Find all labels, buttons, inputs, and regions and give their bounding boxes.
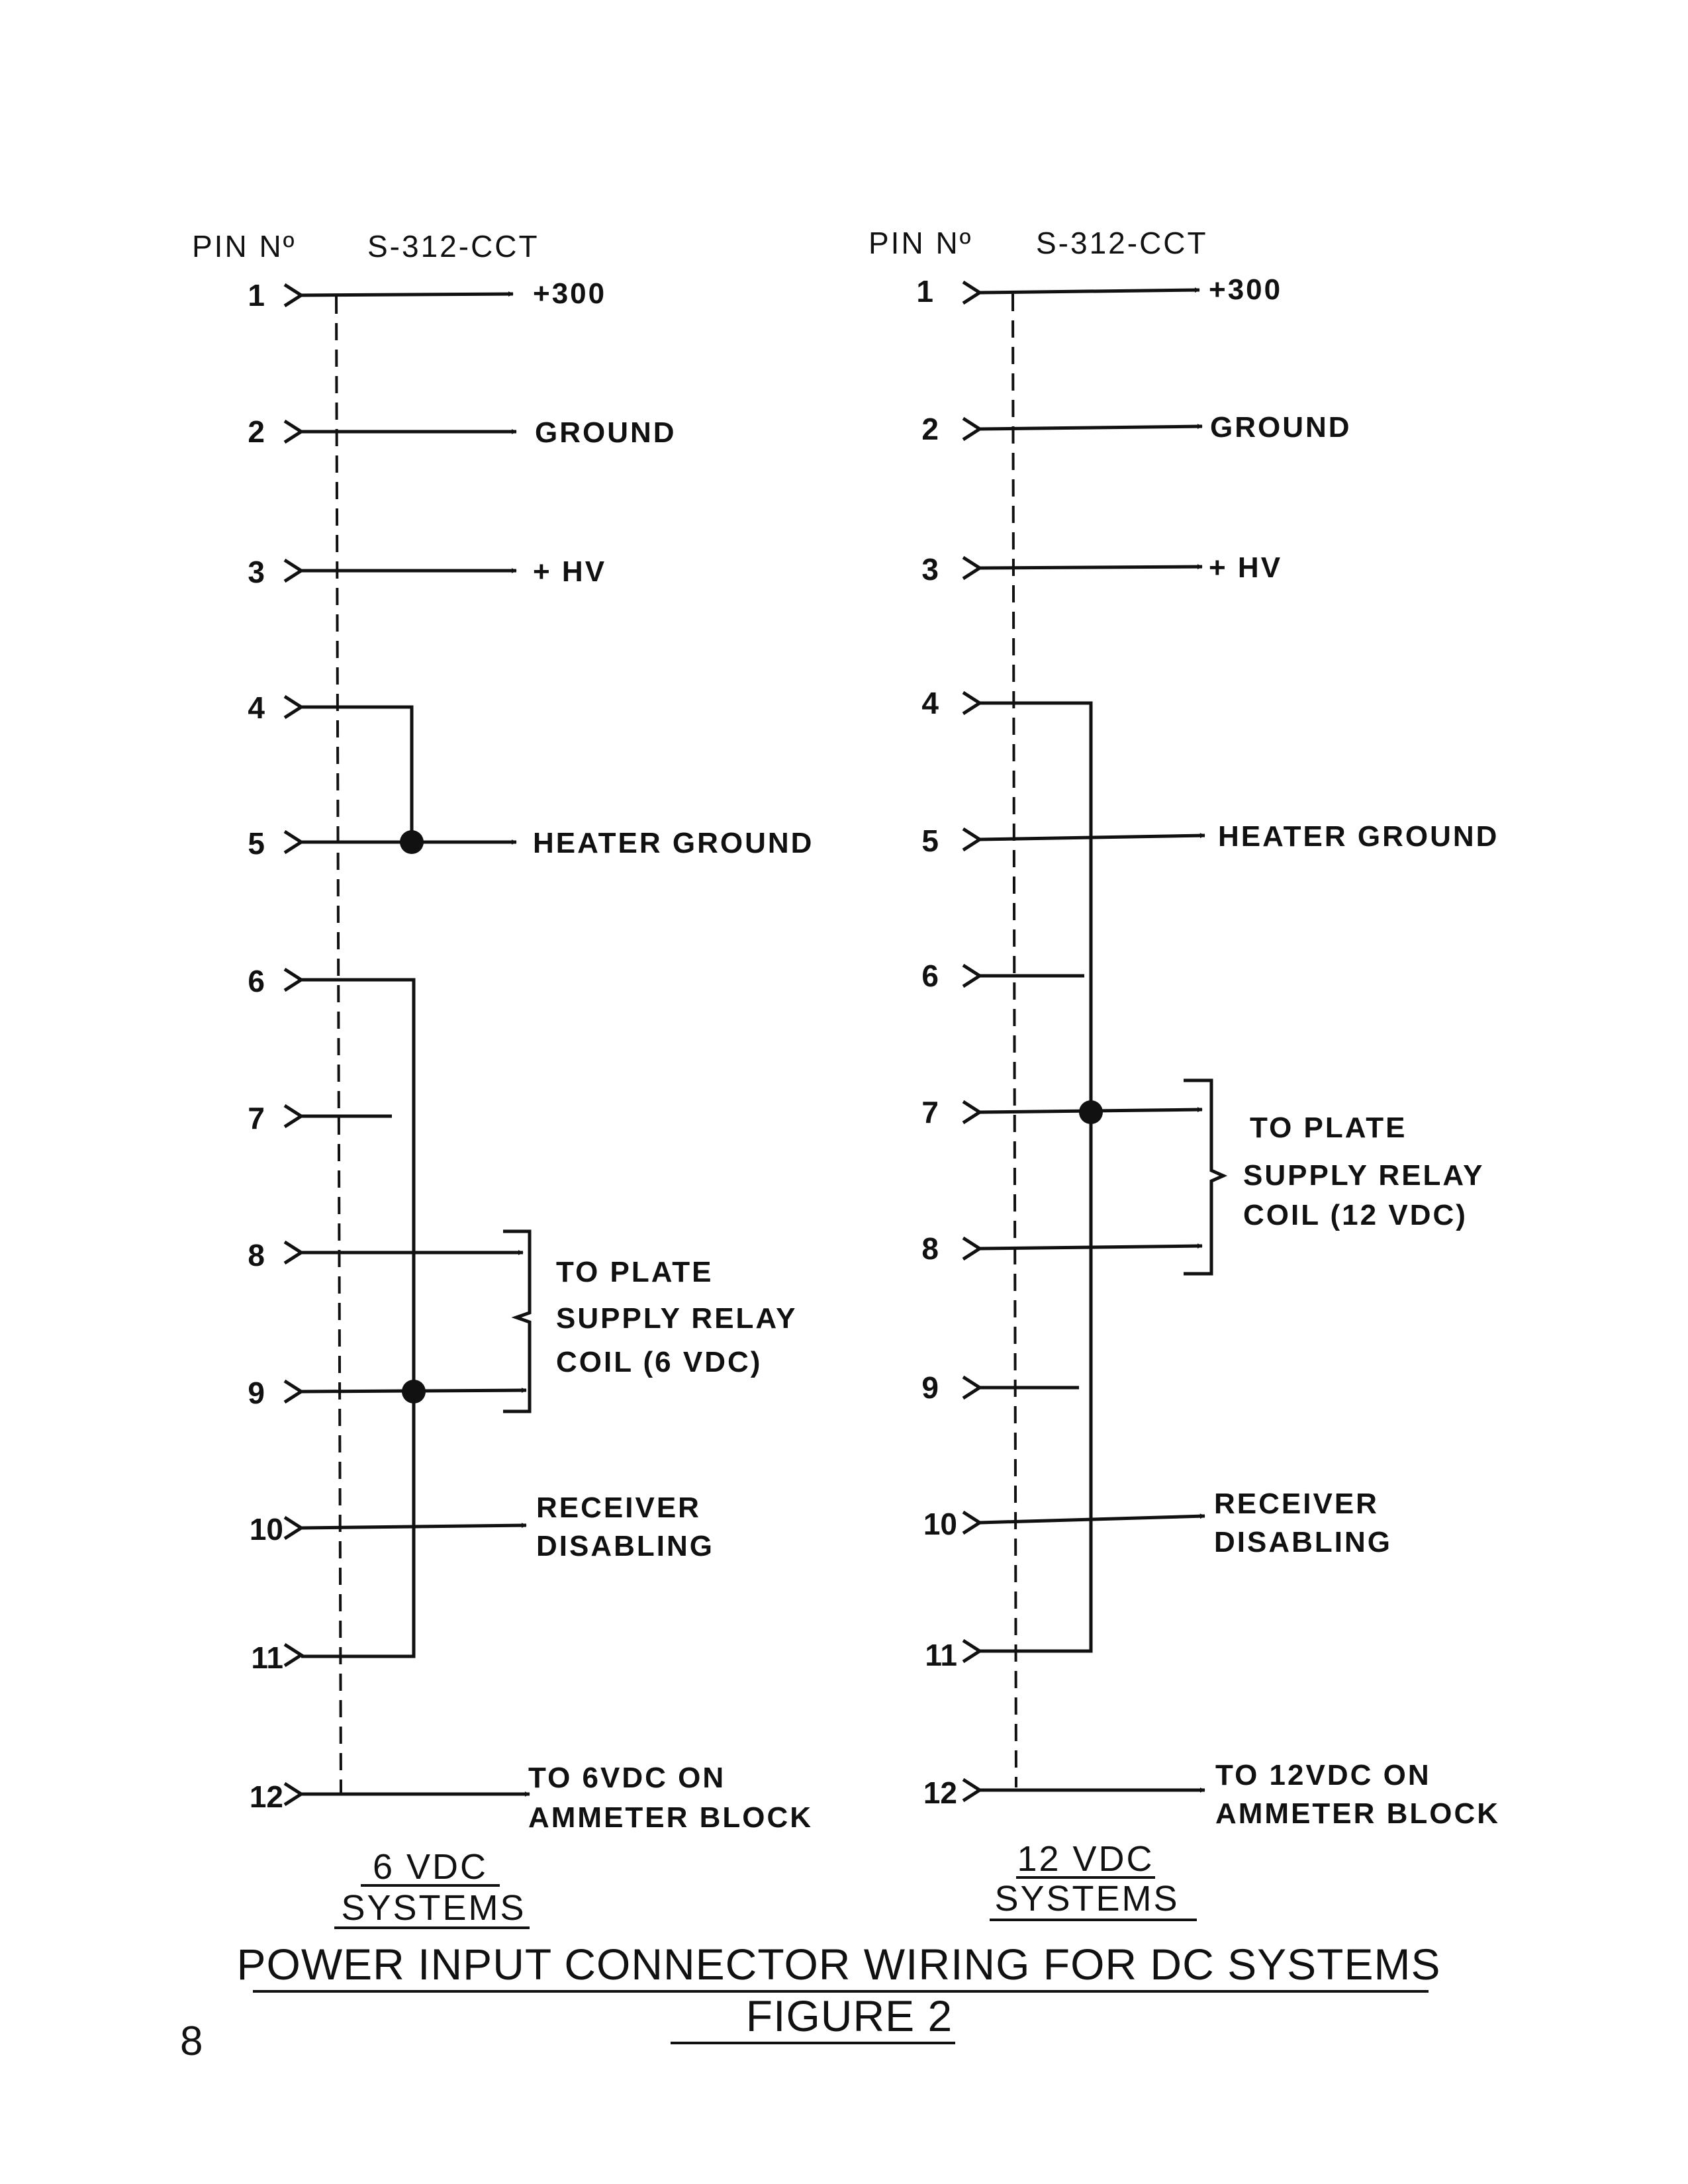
pin-number: 6 — [921, 959, 939, 993]
pin-chevrons — [963, 282, 980, 1801]
junction-dot — [1079, 1100, 1103, 1124]
label-heater-ground: HEATER GROUND — [1218, 820, 1499, 853]
pin-number: 10 — [923, 1507, 957, 1541]
connector-label: S-312-CCT — [367, 229, 539, 263]
pin-number: 8 — [921, 1231, 939, 1266]
system-label-line1: 6 VDC — [372, 1847, 489, 1887]
pin-chevrons — [285, 285, 301, 1805]
label-ground: GROUND — [535, 416, 677, 449]
pin-number: 12 — [249, 1780, 283, 1814]
wire-pin10 — [301, 1525, 526, 1528]
wire-pins6-11 — [301, 980, 414, 1656]
pin-number: 9 — [921, 1370, 939, 1405]
label-ammeter-line2: AMMETER BLOCK — [528, 1801, 814, 1834]
system-label-line2: SYSTEMS — [994, 1879, 1180, 1919]
pin-number: 11 — [925, 1638, 957, 1672]
shield-line — [1013, 294, 1016, 1787]
pin-number: 4 — [248, 690, 265, 725]
pin-number: 3 — [921, 552, 939, 587]
pin-number: 6 — [248, 964, 265, 998]
system-label-line2: SYSTEMS — [341, 1888, 526, 1928]
label-hv: + HV — [1209, 551, 1283, 584]
page-number: 8 — [180, 2018, 203, 2064]
label-ammeter-line1: TO 6VDC ON — [528, 1762, 726, 1794]
pin-header: PIN Nº — [192, 229, 297, 263]
label-relay-line3: COIL (6 VDC) — [556, 1346, 763, 1378]
pin-number: 12 — [923, 1776, 957, 1810]
label-ground: GROUND — [1210, 411, 1352, 444]
panel-12vdc — [868, 226, 1500, 1920]
pin-number: 10 — [249, 1512, 283, 1546]
label-relay-line2: SUPPLY RELAY — [556, 1302, 798, 1335]
wire-pins4-11 — [980, 703, 1091, 1651]
label-plus300: +300 — [1209, 273, 1283, 306]
relay-bracket — [503, 1231, 530, 1411]
label-relay-line1: TO PLATE — [556, 1256, 714, 1288]
label-plus300: +300 — [533, 277, 607, 310]
wire-pin1 — [301, 294, 513, 295]
panel-6vdc — [192, 229, 814, 1928]
label-hv: + HV — [533, 555, 607, 588]
pin-number: 3 — [248, 555, 265, 589]
label-ammeter-line2: AMMETER BLOCK — [1215, 1797, 1501, 1830]
pin-number: 8 — [248, 1238, 265, 1272]
system-label-line1: 12 VDC — [1017, 1839, 1154, 1879]
pin-header: PIN Nº — [868, 226, 973, 260]
pin-number: 1 — [916, 274, 933, 309]
label-ammeter-line1: TO 12VDC ON — [1215, 1759, 1431, 1791]
junction-dot — [402, 1380, 426, 1403]
pin-number: 2 — [248, 414, 265, 449]
label-receiver-line1: RECEIVER — [536, 1492, 701, 1524]
label-relay-line3: COIL (12 VDC) — [1243, 1199, 1468, 1231]
pin-number: 7 — [921, 1095, 939, 1129]
pin-number: 1 — [248, 278, 265, 312]
pin-number: 9 — [248, 1376, 265, 1410]
shield-line — [336, 297, 341, 1795]
wire-pin3 — [980, 567, 1202, 568]
wire-pin1 — [980, 290, 1199, 293]
label-heater-ground: HEATER GROUND — [533, 827, 814, 859]
figure-title: POWER INPUT CONNECTOR WIRING FOR DC SYSTEMS — [236, 1940, 1441, 1989]
label-relay-line2: SUPPLY RELAY — [1243, 1159, 1485, 1192]
wire-pin8 — [980, 1246, 1202, 1249]
wire-pin4 — [301, 707, 412, 842]
connector-label: S-312-CCT — [1036, 226, 1208, 260]
pin-number: 7 — [248, 1101, 265, 1135]
figure-number: FIGURE 2 — [745, 1991, 953, 2040]
pin-number: 5 — [921, 824, 939, 858]
label-relay-line1: TO PLATE — [1250, 1112, 1407, 1144]
label-receiver-line2: DISABLING — [1214, 1526, 1392, 1558]
junction-dot — [400, 830, 424, 854]
pin-number: 4 — [921, 686, 939, 720]
pin-number: 11 — [251, 1640, 283, 1675]
label-receiver-line1: RECEIVER — [1214, 1488, 1379, 1520]
pin-number: 5 — [248, 826, 265, 861]
pin-number: 2 — [921, 412, 939, 446]
label-receiver-line2: DISABLING — [536, 1530, 714, 1562]
